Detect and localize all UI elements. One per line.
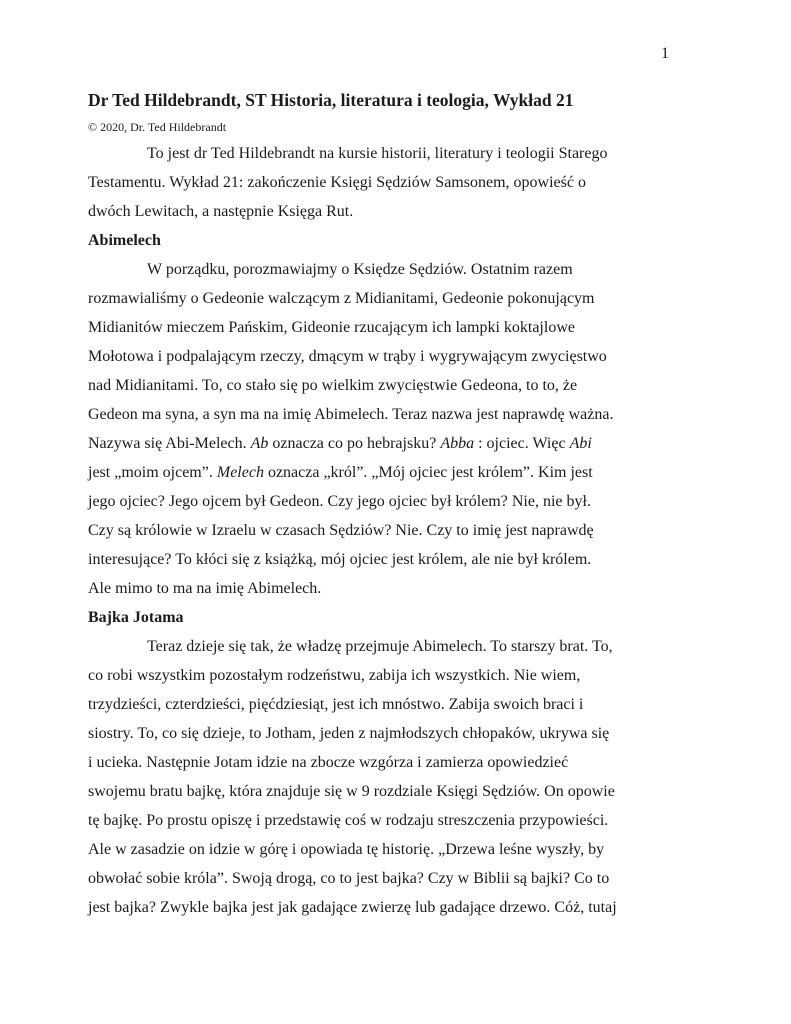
text-line: Midianitów mieczem Pańskim, Gideonie rzucającym ich lampki koktajlowe	[88, 319, 575, 336]
paragraph	[88, 255, 710, 603]
text-line: jego ojciec? Jego ojcem był Gedeon. Czy jego ojciec był królem? Nie, nie był.	[88, 493, 591, 510]
document-title: Dr Ted Hildebrandt, ST Historia, literatura i teologia, Wykład 21	[88, 90, 574, 110]
text-line: W porządku, porozmawiajmy o Księdze Sędziów. Ostatnim razem	[147, 261, 573, 278]
text-line: tę bajkę. Po prostu opiszę i przedstawię coś w rodzaju streszczenia przypowieści.	[88, 812, 609, 829]
text-line: trzydzieści, czterdzieści, pięćdziesiąt, jest ich mnóstwo. Zabija swoich braci i	[88, 696, 584, 713]
text-line: Teraz dzieje się tak, że władzę przejmuje Abimelech. To starszy brat. To,	[147, 638, 613, 655]
text-line: swojemu bratu bajkę, która znajduje się w 9 rozdziale Księgi Sędziów. On opowie	[88, 783, 615, 800]
heading	[88, 226, 710, 255]
document-body	[88, 139, 710, 922]
text-line: Ale mimo to ma na imię Abimelech.	[88, 580, 322, 597]
page-number: 1	[661, 45, 669, 62]
text-line: Ale w zasadzie on idzie w górę i opowiada tę historię. „Drzewa leśne wyszły, by	[88, 841, 605, 858]
text-line: Abimelech	[88, 232, 161, 249]
paragraph	[88, 139, 710, 226]
text-line: Gedeon ma syna, a syn ma na imię Abimelech. Teraz nazwa jest naprawdę ważna.	[88, 406, 614, 423]
heading	[88, 603, 710, 632]
text-line: rozmawialiśmy o Gedeonie walczącym z Midianitami, Gedeonie pokonującym	[88, 290, 595, 307]
text-line: nad Midianitami. To, co stało się po wielkim zwycięstwie Gedeona, to to, że	[88, 377, 578, 394]
paragraph	[88, 632, 710, 922]
text-line: To jest dr Ted Hildebrandt na kursie historii, literatury i teologii Starego	[147, 145, 608, 162]
text-line: Bajka Jotama	[88, 609, 184, 626]
text-line: dwóch Lewitach, a następnie Księga Rut.	[88, 203, 354, 220]
text-line: Nazywa się Abi-Melech. Ab oznacza co po hebrajsku? Abba : ojciec. Więc Abi	[88, 435, 592, 452]
text-line: co robi wszystkim pozostałym rodzeństwu, zabija ich wszystkich. Nie wiem,	[88, 667, 581, 684]
text-line: siostry. To, co się dzieje, to Jotham, jeden z najmłodszych chłopaków, ukrywa się	[88, 725, 610, 742]
copyright-line: © 2020, Dr. Ted Hildebrandt	[88, 120, 227, 134]
text-line: interesujące? To kłóci się z książką, mój ojciec jest królem, ale nie był królem.	[88, 551, 592, 568]
text-line: obwołać sobie króla”. Swoją drogą, co to jest bajka? Czy w Biblii są bajki? Co to	[88, 870, 610, 887]
text-line: jest bajka? Zwykle bajka jest jak gadające zwierzę lub gadające drzewo. Cóż, tutaj	[88, 899, 617, 916]
text-line: Mołotowa i podpalającym rzeczy, dmącym w trąby i wygrywającym zwycięstwo	[88, 348, 607, 365]
text-line: i ucieka. Następnie Jotam idzie na zbocze wzgórza i zamierza opowiedzieć	[88, 754, 569, 771]
text-line: Czy są królowie w Izraelu w czasach Sędziów? Nie. Czy to imię jest naprawdę	[88, 522, 594, 539]
text-line: jest „moim ojcem”. Melech oznacza „król”. „Mój ojciec jest królem”. Kim jest	[88, 464, 593, 481]
text-line: Testamentu. Wykład 21: zakończenie Księgi Sędziów Samsonem, opowieść o	[88, 174, 586, 191]
